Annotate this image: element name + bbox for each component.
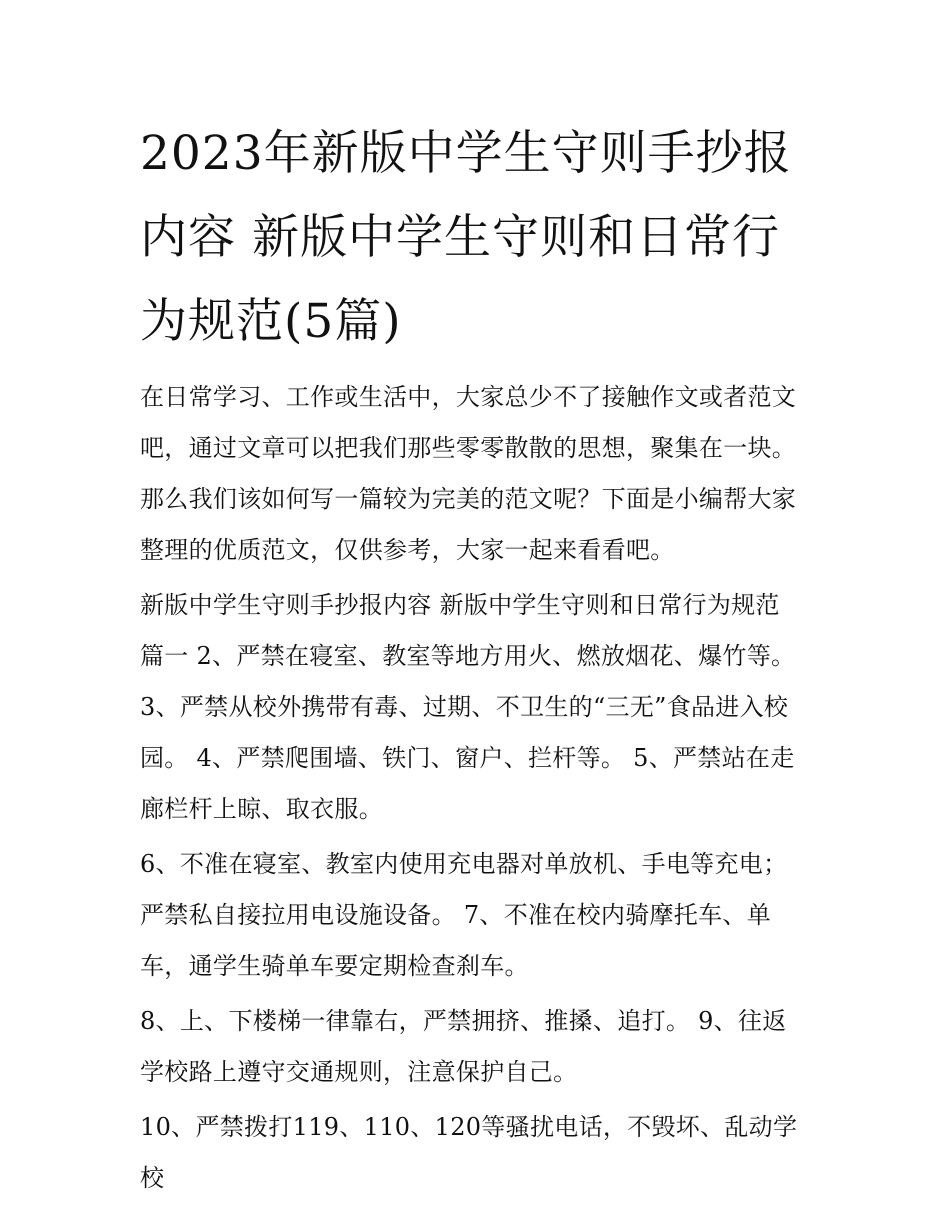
document-page [140,112,812,1204]
paragraph-1-line-3: 3、严禁从校外携带有毒、过期、不卫生的“三无”食品进入校 [140,693,789,721]
body-paragraph-2 [140,839,812,992]
body-paragraph-4 [140,1102,812,1204]
paragraph-1-line-2: 篇一 2、严禁在寝室、教室等地方用火、燃放烟花、爆竹等。 [140,642,796,670]
paragraph-1-line-5: 廊栏杆上晾、取衣服。 [140,795,383,823]
paragraph-2-line-2: 严禁私自接拉用电设施设备。 7、不准在校内骑摩托车、单 [140,901,771,929]
intro-line-2: 吧，通过文章可以把我们那些零零散散的思想，聚集在一块。 [140,434,797,462]
paragraph-4-line-1: 10、严禁拨打119、110、120等骚扰电话，不毁坏、乱动学校 [140,1113,798,1192]
title-line-3: 为规范(5篇) [140,294,402,349]
paragraph-3-line-1: 8、上、下楼梯一律靠右，严禁拥挤、推搡、追打。 9、往返 [140,1007,787,1035]
intro-paragraph [140,372,812,576]
paragraph-2-line-1: 6、不准在寝室、教室内使用充电器对单放机、手电等充电； [140,850,788,878]
intro-line-4: 整理的优质范文，仅供参考，大家一起来看看吧。 [140,536,675,564]
body-paragraph-3 [140,996,812,1098]
paragraph-1-line-4: 园。 4、严禁爬围墙、铁门、窗户、拦杆等。 5、严禁站在走 [140,744,795,772]
intro-line-3: 那么我们该如何写一篇较为完美的范文呢？下面是小编帮大家 [140,485,797,513]
paragraph-2-line-3: 车，通学生骑单车要定期检查刹车。 [140,952,529,980]
document-title [140,112,812,364]
body-paragraph-1 [140,580,812,835]
paragraph-1-line-1: 新版中学生守则手抄报内容 新版中学生守则和日常行为规范 [140,591,780,619]
title-line-2: 内容 新版中学生守则和日常行 [140,210,780,265]
intro-line-1: 在日常学习、工作或生活中，大家总少不了接触作文或者范文 [140,383,797,411]
title-line-1: 2023年新版中学生守则手抄报 [140,126,792,181]
paragraph-3-line-2: 学校路上遵守交通规则，注意保护自己。 [140,1058,578,1086]
